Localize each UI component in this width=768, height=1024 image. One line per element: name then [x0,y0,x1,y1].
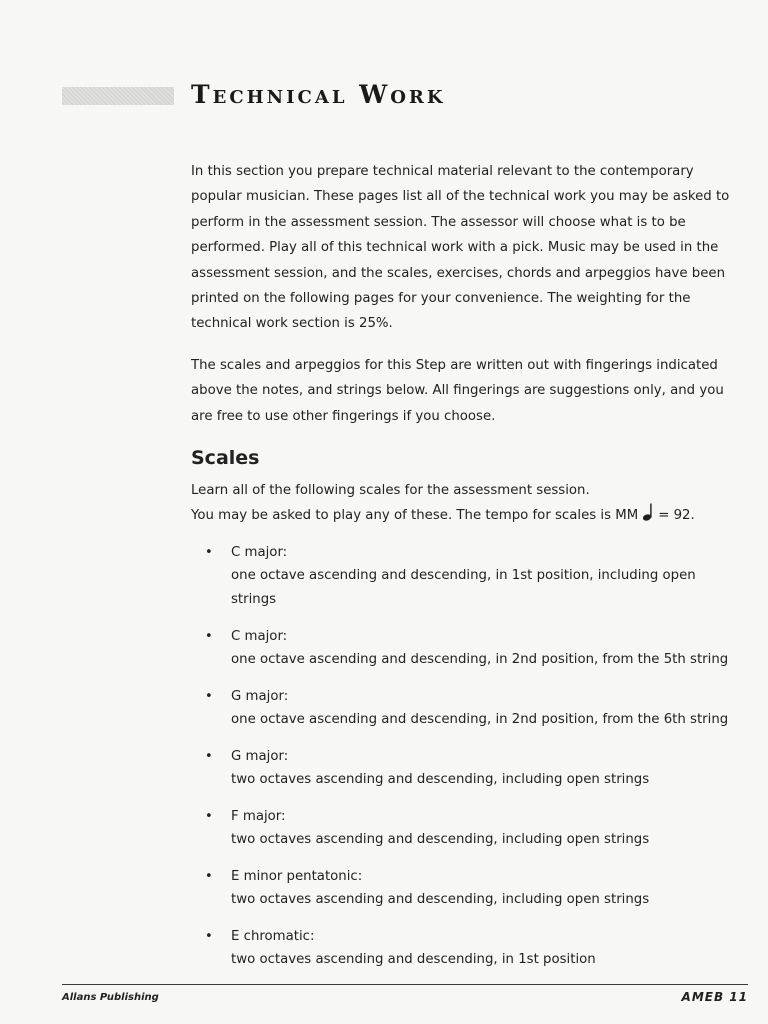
footer-divider [62,984,748,985]
footer-publisher: Allans Publishing [62,992,159,1003]
scale-description: two octaves ascending and descending, including open strings [231,772,650,788]
scales-intro-line-1: Learn all of the following scales for the assessment session. [191,483,590,499]
scales-heading: Scales [191,447,260,470]
tempo-value: = 92. [658,508,695,524]
bullet-icon: • [205,809,213,825]
scale-name: C major: [231,545,288,561]
list-item [191,685,731,732]
footer-page-label: AMEB 11 [681,990,748,1004]
scale-description: one octave ascending and descending, in 2nd position, from the 6th string [231,712,729,728]
list-item [191,805,731,852]
scale-name: G major: [231,749,289,765]
scale-description: two octaves ascending and descending, in 1st position [231,952,596,968]
list-item [191,865,731,912]
list-item [191,625,731,672]
bullet-icon: • [205,689,213,705]
main-content [191,159,731,985]
bullet-icon: • [205,749,213,765]
scale-description: one octave ascending and descending, in 2nd position, from the 5th string [231,652,729,668]
quarter-note-icon [642,503,656,521]
scale-name: C major: [231,629,288,645]
tempo-text: You may be asked to play any of these. The tempo for scales is MM [191,508,639,524]
intro-paragraph-2: The scales and arpeggios for this Step are written out with fingerings indicated above the notes, and strings below. All fingerings are suggestions only, and you are free to use other fingerings if you choose. [191,357,724,424]
list-item [191,541,731,612]
scale-name: G major: [231,689,289,705]
bullet-icon: • [205,545,213,561]
title-decoration-bar [62,87,174,105]
bullet-icon: • [205,929,213,945]
page-title: Technical Work [191,80,446,109]
scale-list [191,541,731,972]
scales-intro-line-2 [191,503,731,528]
scale-name: E minor pentatonic: [231,869,363,885]
intro-paragraph-1: In this section you prepare technical material relevant to the contemporary popular musician. These pages list all of the technical work you may be asked to perform in the assessment session. The assessor will choose what is to be performed. Play all of this technical work with a pick. Music may be used in the assessment session, and the scales, exercises, chords and arpeggios have been printed on the following pages for your convenience. The weighting for the technical work section is 25%. [191,164,730,332]
scale-name: F major: [231,809,286,825]
scale-description: one octave ascending and descending, in 1st position, including open strings [231,568,696,608]
list-item [191,745,731,792]
bullet-icon: • [205,629,213,645]
bullet-icon: • [205,869,213,885]
scale-description: two octaves ascending and descending, including open strings [231,892,650,908]
scale-description: two octaves ascending and descending, including open strings [231,832,650,848]
scale-name: E chromatic: [231,929,315,945]
list-item [191,925,731,972]
